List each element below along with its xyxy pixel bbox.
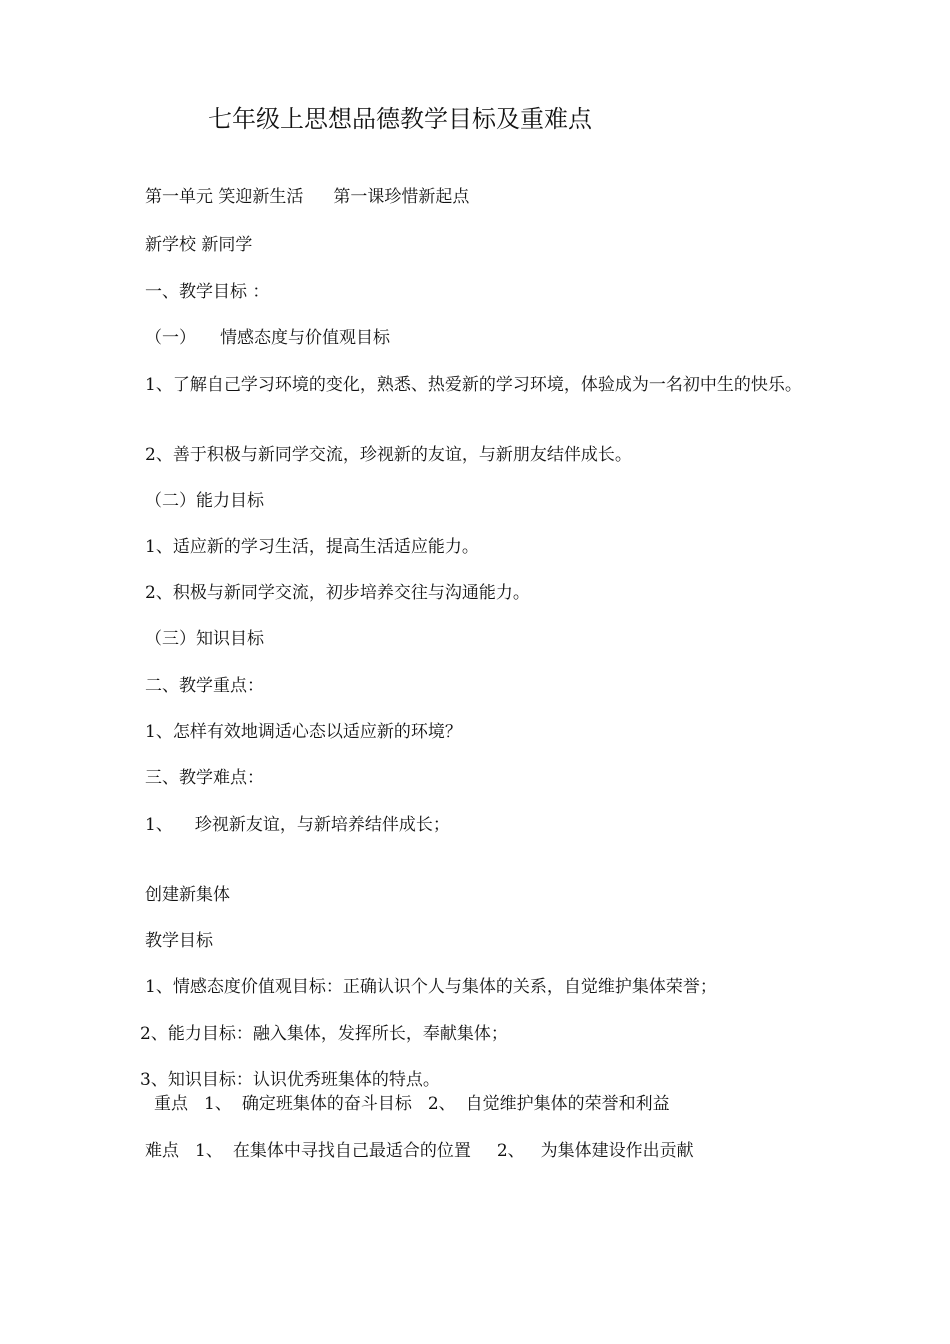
difficulty-label: 难点 — [145, 1141, 179, 1161]
section2-item-3: 3、知识目标：认识优秀班集体的特点。 — [140, 1070, 440, 1090]
difficulty-2-text: 为集体建设作出贡献 — [540, 1141, 694, 1161]
section2-key-points — [154, 1093, 670, 1115]
key-2-text: 自觉维护集体的荣誉和利益 — [465, 1094, 670, 1114]
unit-heading — [145, 186, 469, 208]
teaching-key-heading: 二、教学重点： — [145, 676, 264, 696]
key-1-number: 1、 — [204, 1094, 232, 1114]
emotion-heading-number: （一） — [145, 328, 196, 348]
key-1-text: 确定班集体的奋斗目标 — [241, 1094, 412, 1114]
emotion-item-2: 2、善于积极与新同学交流，珍视新的友谊，与新朋友结伴成长。 — [145, 445, 632, 465]
key-label: 重点 — [154, 1094, 188, 1114]
unit-name: 第一单元 笑迎新生活 — [145, 187, 304, 207]
teaching-difficulty-heading: 三、教学难点： — [145, 768, 264, 788]
emotion-objective-heading — [145, 327, 390, 349]
teaching-difficulty-item-1 — [145, 814, 450, 836]
key-2-number: 2、 — [427, 1094, 456, 1114]
section2-heading: 创建新集体 — [145, 885, 230, 905]
difficulty-1-number: 1、 — [195, 1141, 223, 1161]
ability-objective-heading: （二）能力目标 — [145, 491, 264, 511]
emotion-item-1: 1、了解自己学习环境的变化，熟悉、热爱新的学习环境，体验成为一名初中生的快乐。 — [145, 375, 802, 395]
emotion-heading-text: 情感态度与价值观目标 — [220, 328, 390, 348]
difficulty-2-number: 2、 — [496, 1141, 525, 1161]
section1-objectives-heading: 一、教学目标 ： — [145, 282, 270, 302]
difficulty-item-number: 1、 — [145, 815, 173, 835]
knowledge-objective-heading: （三）知识目标 — [145, 629, 264, 649]
section2-objectives-heading: 教学目标 — [145, 931, 213, 951]
difficulty-item-text: 珍视新友谊，与新培养结伴成长； — [194, 815, 450, 835]
section2-item-2: 2、能力目标：融入集体，发挥所长，奉献集体； — [140, 1024, 508, 1044]
ability-item-1: 1、适应新的学习生活，提高生活适应能力。 — [145, 537, 479, 557]
ability-item-2: 2、积极与新同学交流，初步培养交往与沟通能力。 — [145, 583, 530, 603]
document-title: 七年级上思想品德教学目标及重难点 — [208, 105, 592, 133]
difficulty-1-text: 在集体中寻找自己最适合的位置 — [232, 1141, 471, 1161]
section1-heading: 新学校 新同学 — [145, 235, 253, 255]
section2-difficulty-points — [145, 1140, 694, 1162]
lesson-name: 第一课珍惜新起点 — [333, 187, 470, 207]
teaching-key-item-1: 1、怎样有效地调适心态以适应新的环境？ — [145, 722, 462, 742]
section2-item-1: 1、情感态度价值观目标：正确认识个人与集体的关系，自觉维护集体荣誉； — [145, 977, 717, 997]
